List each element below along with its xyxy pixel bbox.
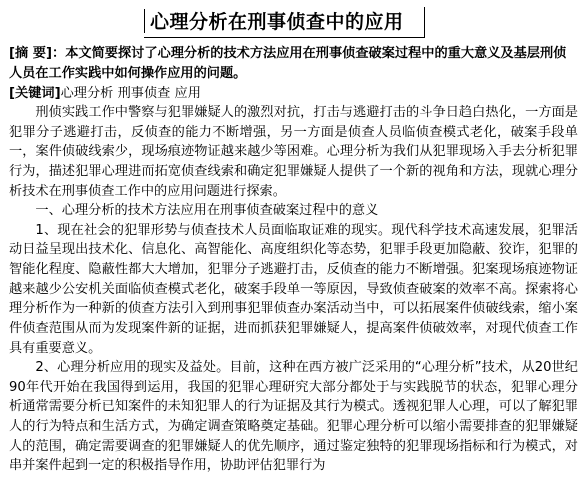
paragraph-intro[interactable]: 刑侦实践工作中警察与犯罪嫌疑人的激烈对抗，打击与逃避打击的斗争日趋白热化，一方面是犯罪分子逃避打击，反侦查的能力不断增强，另一方面是侦查人员临侦查模式老化，破案手段单一，案件侦破线索少，现场痕迹物证越来越少等困难。心理分析为我们从犯罪现场入手去分析犯罪行为，描述犯罪心理进而拓宽侦查线索和确定犯罪嫌疑人提供了一个新的视角和方法，现就心理分析技术在刑事侦查工作中的应用问题进行探索。	[9, 105, 578, 199]
keywords-line	[9, 85, 577, 103]
paragraph-1[interactable]: 1、现在社会的犯罪形势与侦查技术人员面临取证难的现实。现代科学技术高速发展，犯罪活动日益呈现出技术化、信息化、高智能化、高度组织化等态势，犯罪手段更加隐蔽、狡诈，犯罪的智能化程度、隐蔽性都大大增加，犯罪分子逃避打击，反侦查的能力不断增强。犯案现场痕迹物证越来越少公安机关面临侦查模式老化，破案手段单一等原因，导致侦查破案的效率不高。探索将心理分析作为一种新的侦查方法引入到刑事犯罪侦查办案活动当中，可以拓展案件侦破线索，缩小案件侦查范围从而为发现案件新的证据，进而抓获犯罪嫌疑人，提高案件侦破效率，对现代侦查工作具有重要意义。	[9, 222, 578, 356]
document-title[interactable]: 心理分析在刑事侦查中的应用	[150, 11, 404, 33]
abstract[interactable]: [摘 要]：本文简要探讨了心理分析的技术方法应用在刑事侦查破案过程中的重大意义及基层刑侦人员在工作实践中如何操作应用的问题。	[9, 46, 567, 81]
paragraph-2[interactable]: 2、心理分析应用的现实及益处。目前，这种在西方被广泛采用的“心理分析”技术，从20世纪90年代开始在我国得到运用，我国的犯罪心理研究大部分都处于与实践脱节的状态，犯罪心理分析通常需要分析已知案件的未知犯罪人的行为证据及其行为模式。透视犯罪人心理，可以了解犯罪人的行为特点和生活方式，为确定调查策略奠定基础。犯罪心理分析可以缩小需要排查的犯罪嫌疑人的范围，确定需要调查的犯罪嫌疑人的优先顺序，通过鉴定独特的犯罪现场指标和行为模式，对串并案件起到一定的积极指导作用，协助评估犯罪行为	[9, 360, 578, 474]
body-text	[9, 103, 578, 476]
keywords-label: [关键词]	[9, 86, 61, 101]
text-cursor	[144, 9, 145, 33]
title-box	[144, 7, 425, 38]
section-heading-1[interactable]: 一、心理分析的技术方法应用在刑事侦查破案过程中的意义	[35, 203, 379, 219]
keywords-text[interactable]: 心理分析 刑事侦查 应用	[60, 86, 201, 101]
